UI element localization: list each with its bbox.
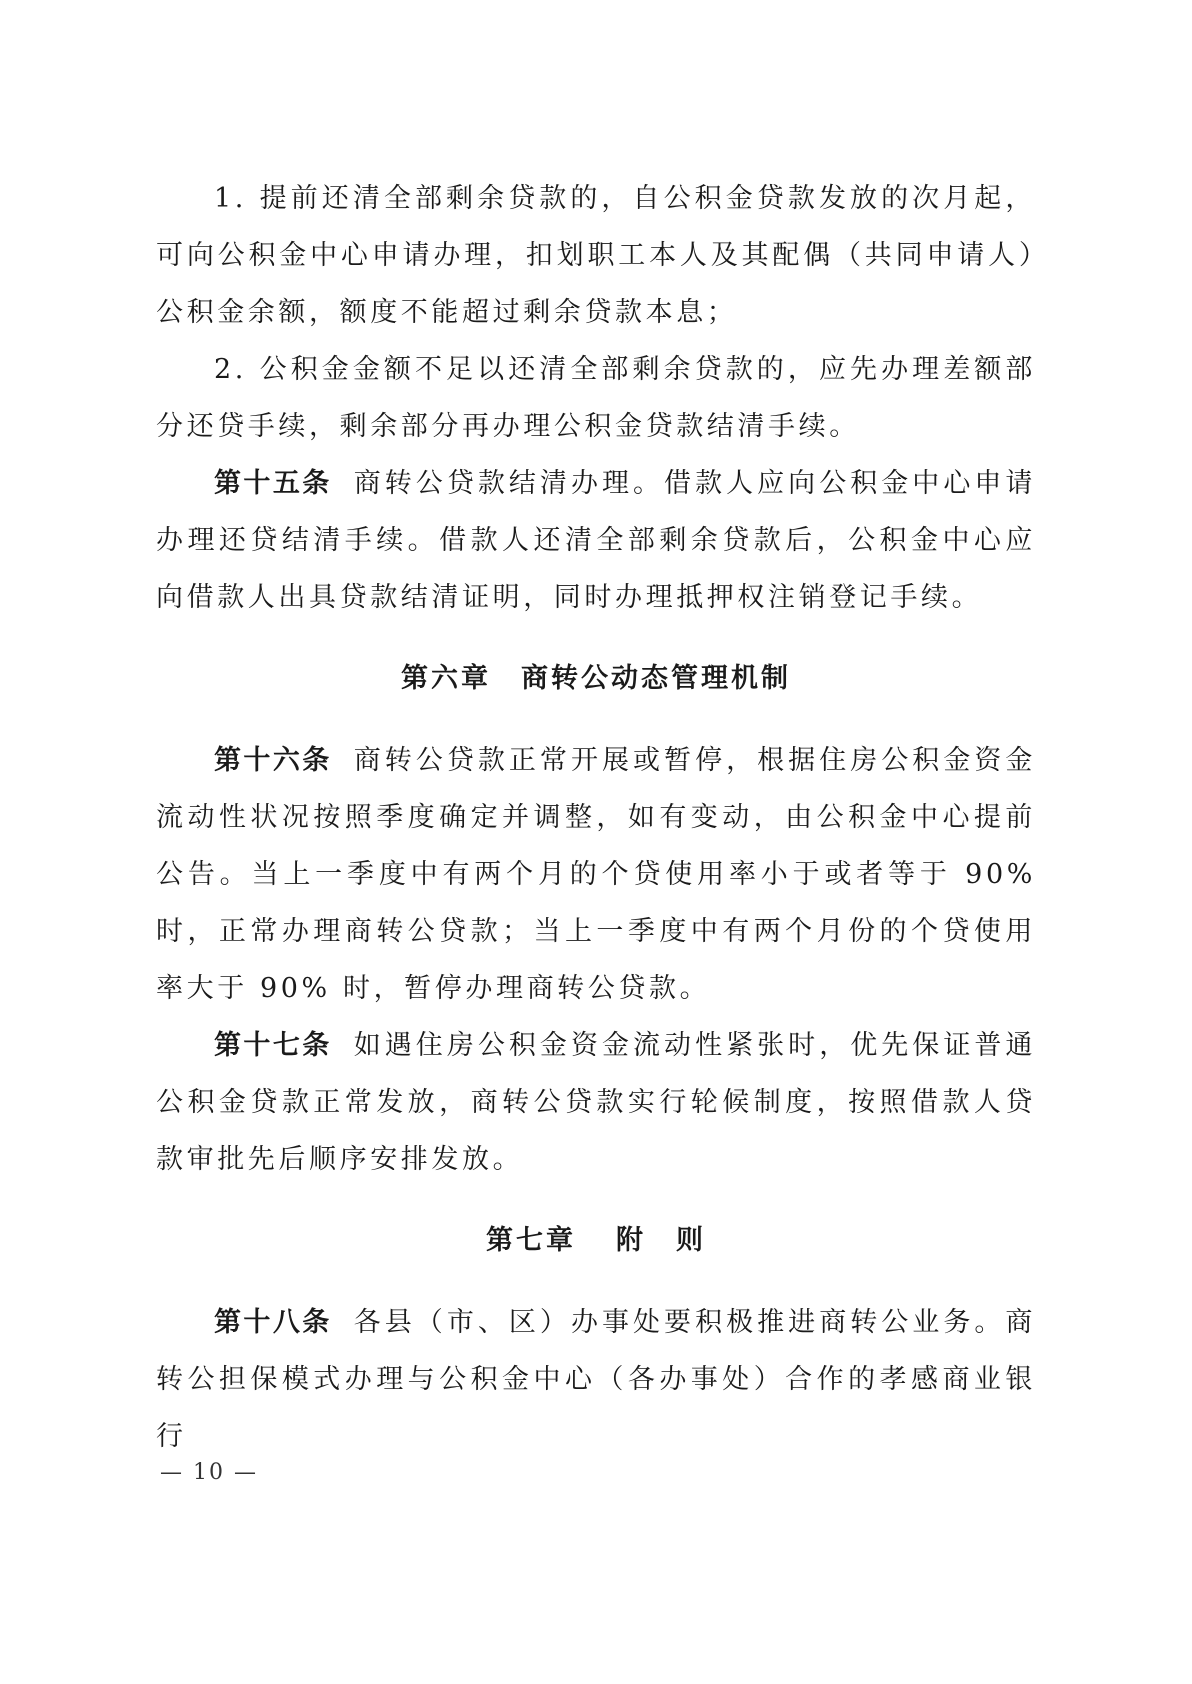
chapter-7-title: 附 则 [616, 1225, 706, 1256]
document-body [156, 170, 1036, 1465]
article-16 [156, 732, 1036, 1017]
article-15-text: 商转公贷款结清办理。借款人应向公积金中心申请办理还贷结清手续。借款人还清全部剩余贷款后，公积金中心应向借款人出具贷款结清证明，同时办理抵押权注销登记手续。 [156, 468, 1037, 613]
article-18 [156, 1294, 1036, 1465]
chapter-7-heading [156, 1212, 1036, 1269]
page-number: — 10 — [160, 1460, 258, 1485]
article-16-text: 商转公贷款正常开展或暂停，根据住房公积金资金流动性状况按照季度确定并调整，如有变动，由公积金中心提前公告。当上一季度中有两个月的个贷使用率小于或者等于 90% 时，正常办理商转公贷款；当上一季度中有两个月份的个贷使用率大于 90% 时，暂停办理商转公贷款。 [156, 745, 1037, 1004]
article-15-label: 第十五条 [214, 468, 332, 499]
article-17-label: 第十七条 [214, 1030, 332, 1061]
chapter-7-number: 第七章 [486, 1225, 576, 1256]
article-15 [156, 455, 1036, 626]
paragraph-item-2: 2. 公积金金额不足以还清全部剩余贷款的，应先办理差额部分还贷手续，剩余部分再办理公积金贷款结清手续。 [156, 354, 1036, 442]
article-17-text: 如遇住房公积金资金流动性紧张时，优先保证普通公积金贷款正常发放，商转公贷款实行轮候制度，按照借款人贷款审批先后顺序安排发放。 [156, 1030, 1037, 1175]
chapter-6-number: 第六章 [401, 663, 491, 694]
article-16-label: 第十六条 [214, 745, 332, 776]
chapter-6-title: 商转公动态管理机制 [521, 663, 791, 694]
article-17 [156, 1017, 1036, 1188]
article-18-text: 各县（市、区）办事处要积极推进商转公业务。商转公担保模式办理与公积金中心（各办事处）合作的孝感商业银行 [156, 1307, 1037, 1452]
article-18-label: 第十八条 [214, 1307, 332, 1338]
paragraph-item-1: 1. 提前还清全部剩余贷款的，自公积金贷款发放的次月起，可向公积金中心申请办理，扣划职工本人及其配偶（共同申请人）公积金余额，额度不能超过剩余贷款本息； [156, 183, 1036, 328]
chapter-6-heading [156, 650, 1036, 707]
